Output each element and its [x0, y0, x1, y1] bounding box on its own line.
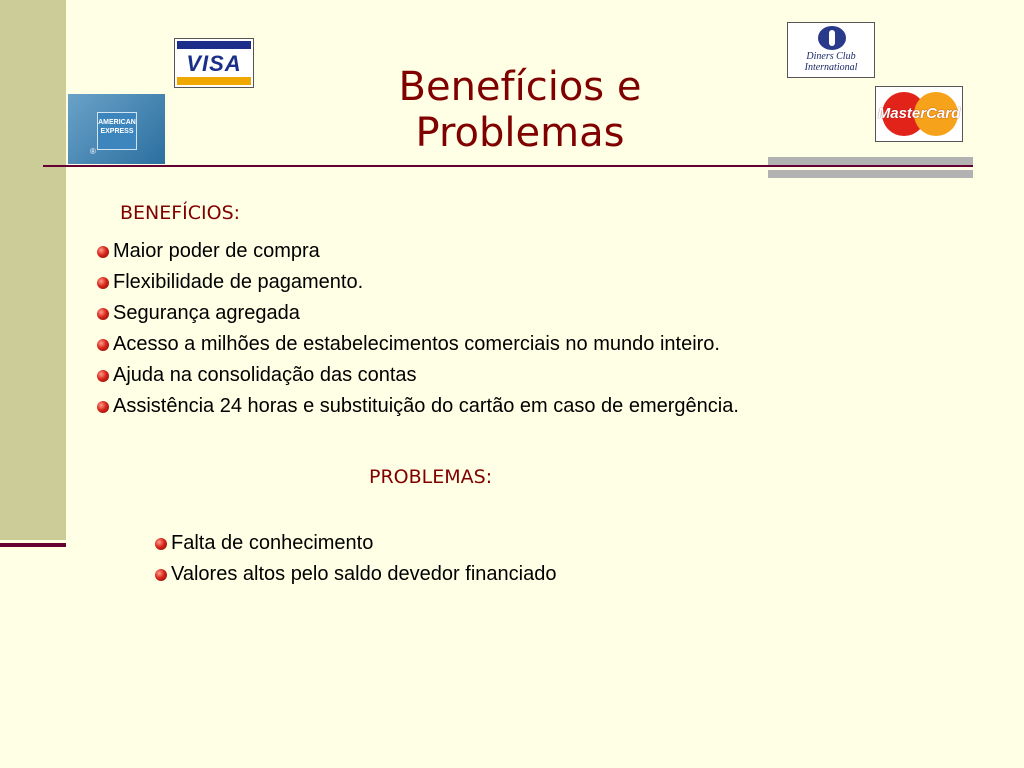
beneficios-list [97, 236, 739, 422]
bullet-icon [97, 339, 109, 351]
diners-circle-icon [818, 26, 846, 50]
list-item-text: Assistência 24 horas e substituição do cartão em caso de emergência. [113, 395, 739, 417]
list-item [97, 360, 739, 391]
bullet-icon [97, 370, 109, 382]
list-item-text: Falta de conhecimento [171, 532, 374, 554]
mastercard-logo [875, 86, 963, 142]
diners-line1: Diners Club [806, 51, 856, 62]
slide-title-line2: Problemas [415, 110, 625, 156]
list-item [97, 391, 739, 422]
problemas-heading: PROBLEMAS: [369, 466, 493, 488]
bullet-icon [155, 538, 167, 550]
mastercard-logo-text: MasterCard [877, 105, 961, 122]
right-grey-stripe-1 [768, 157, 973, 165]
diners-club-logo [787, 22, 875, 78]
beneficios-heading: BENEFÍCIOS: [120, 202, 241, 224]
list-item-text: Acesso a milhões de estabelecimentos comerciais no mundo inteiro. [113, 333, 720, 355]
problemas-list [155, 528, 556, 590]
bullet-icon [97, 308, 109, 320]
american-express-logo [68, 94, 165, 164]
bullet-icon [155, 569, 167, 581]
slide-title-line1: Benefícios e [398, 64, 642, 110]
list-item [97, 298, 739, 329]
list-item-text: Ajuda na consolidação das contas [113, 364, 417, 386]
diners-logo-text [788, 51, 874, 73]
list-item [155, 528, 556, 559]
list-item-text: Valores altos pelo saldo devedor financiado [171, 563, 557, 585]
list-item [97, 236, 739, 267]
list-item-text: Maior poder de compra [113, 240, 320, 262]
diners-line2: International [804, 62, 858, 73]
right-grey-stripe-2 [768, 170, 973, 178]
list-item-text: Flexibilidade de pagamento. [113, 271, 364, 293]
list-item [97, 267, 739, 298]
title-divider-line [43, 165, 973, 167]
visa-gold-band [177, 77, 251, 85]
list-item [97, 329, 739, 360]
list-item-text: Segurança agregada [113, 302, 300, 324]
visa-logo [174, 38, 254, 88]
slide-title [340, 64, 700, 156]
bullet-icon [97, 401, 109, 413]
visa-logo-text: VISA [186, 51, 242, 76]
visa-blue-band [177, 41, 251, 49]
amex-line1: AMERICAN [98, 119, 136, 126]
bullet-icon [97, 246, 109, 258]
amex-registered-mark: ® [90, 147, 96, 156]
bullet-icon [97, 277, 109, 289]
left-decorative-bar [0, 0, 66, 540]
left-accent-line [0, 543, 66, 547]
amex-box [97, 112, 137, 150]
list-item [155, 559, 556, 590]
amex-line2: EXPRESS [100, 128, 134, 135]
